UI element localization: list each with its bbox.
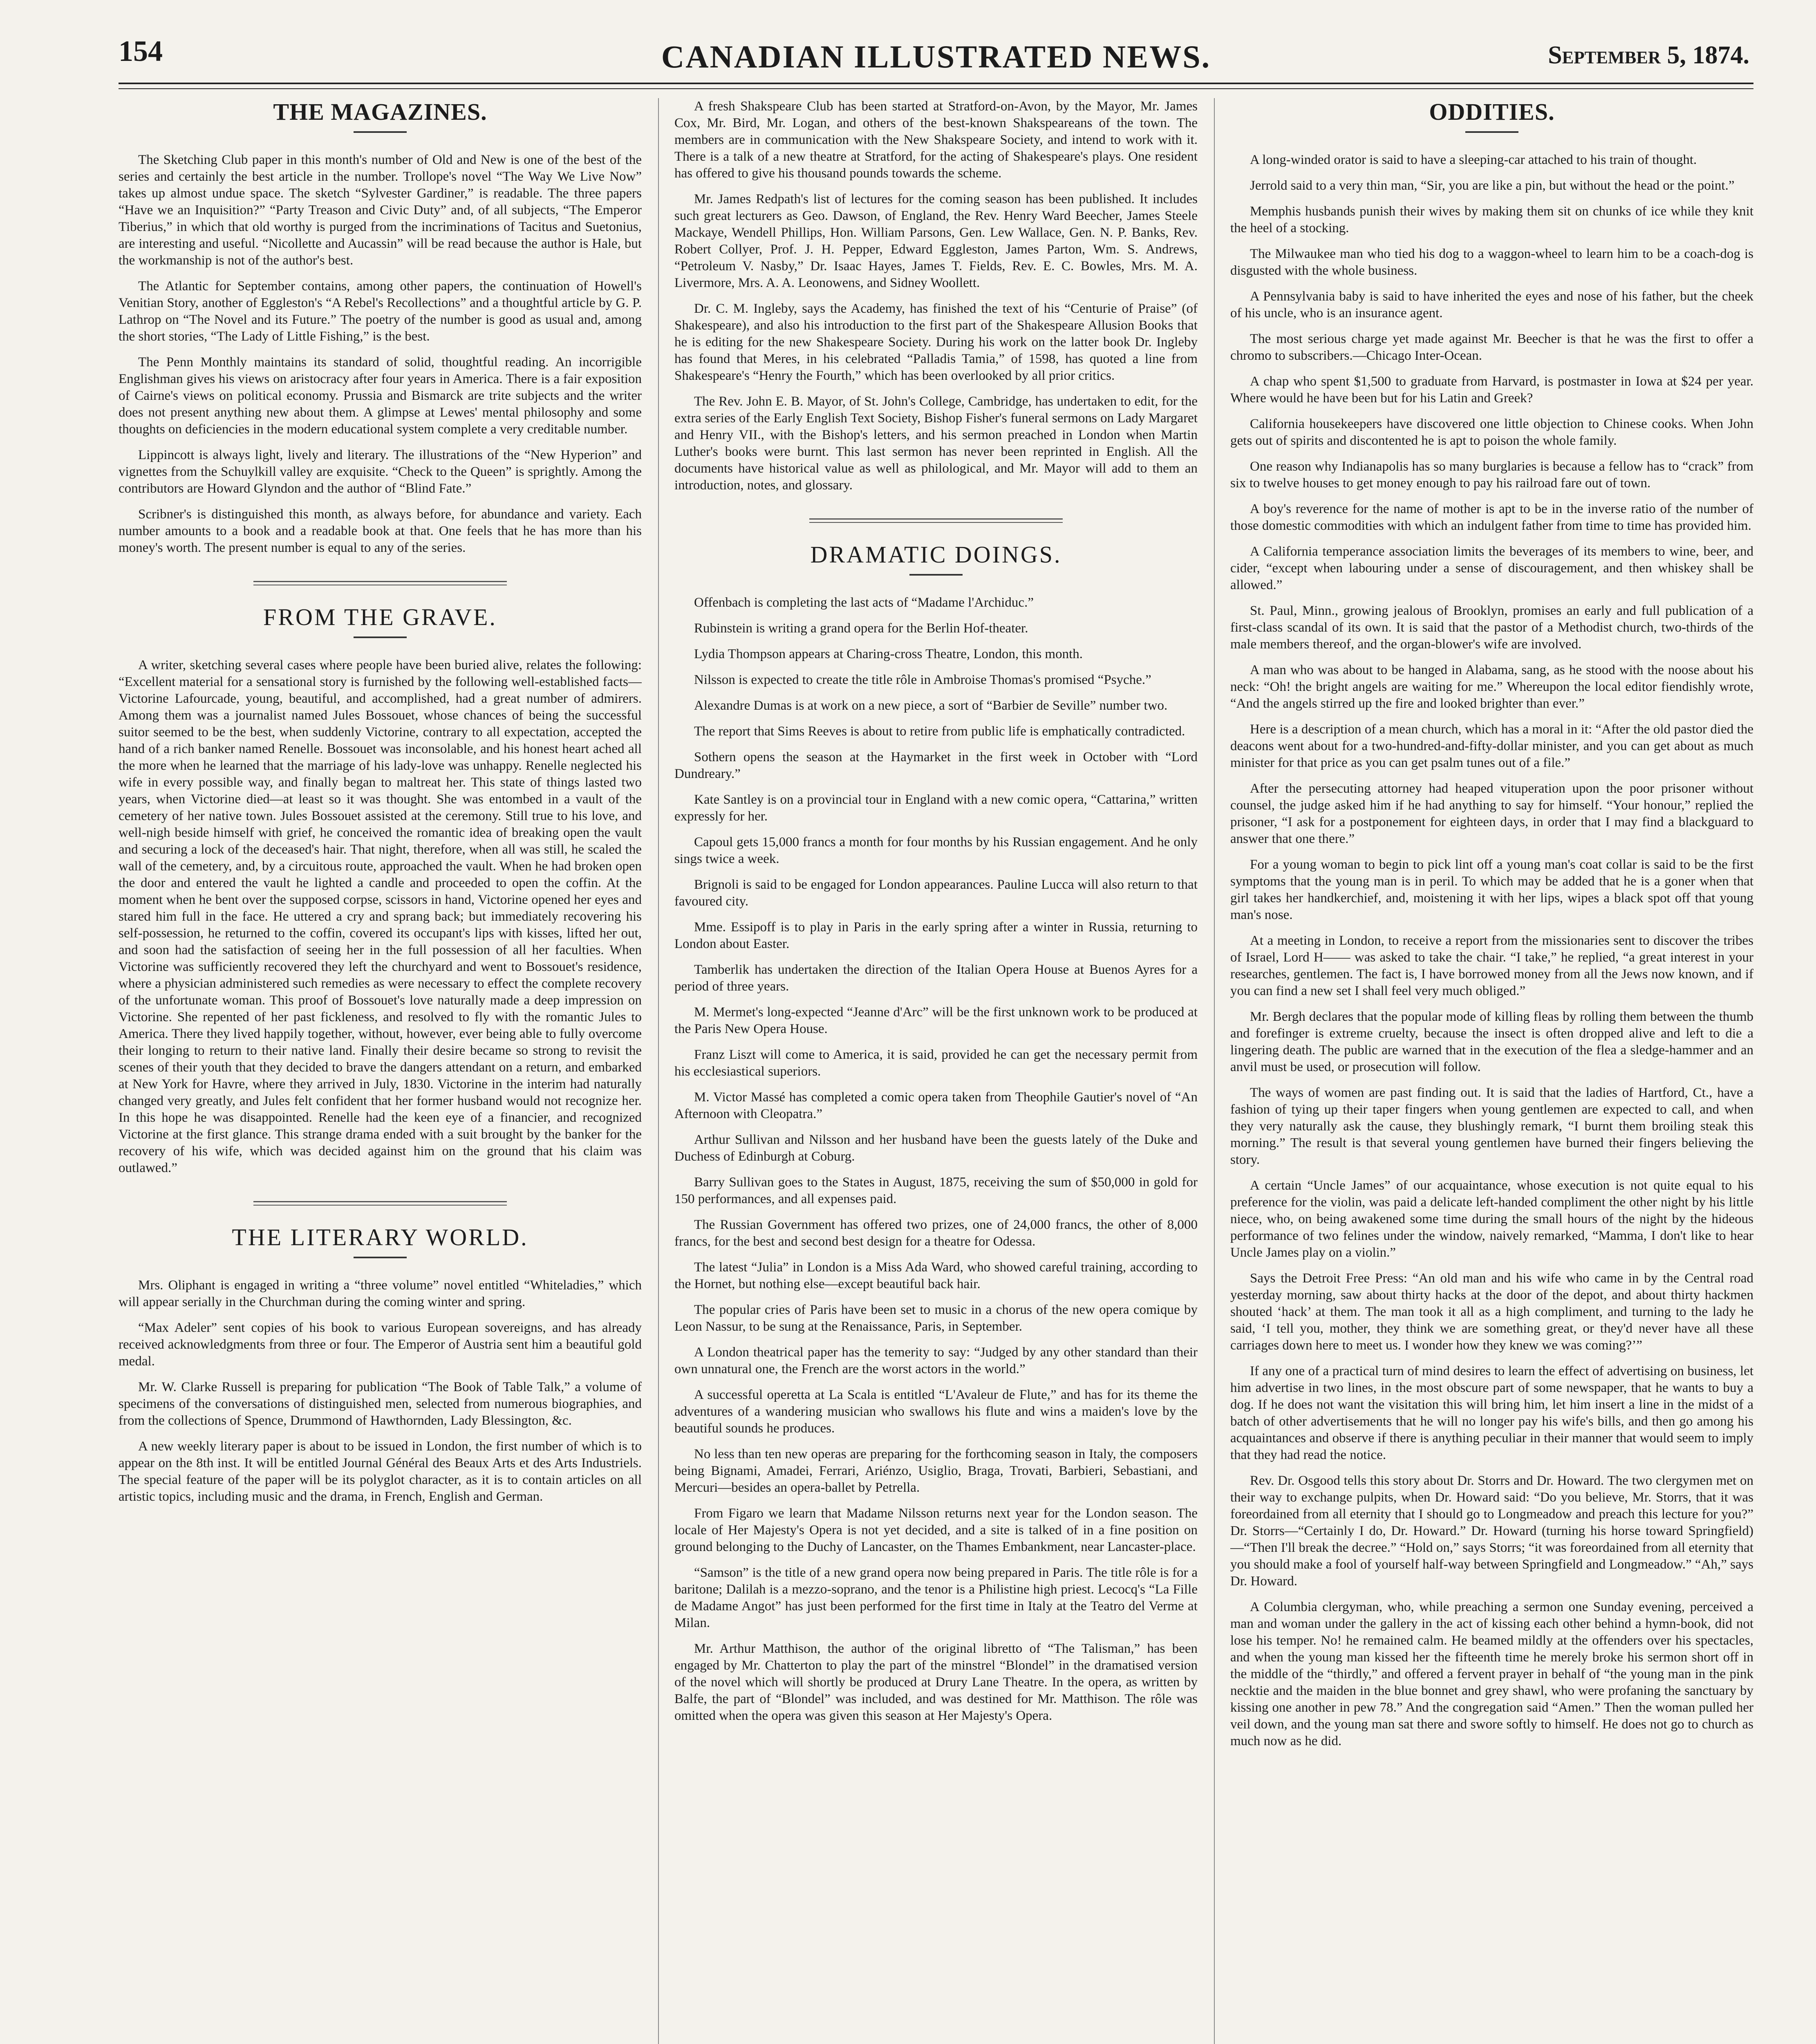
- paragraph: “Max Adeler” sent copies of his book to various European sovereigns, and has already received acknowledgments from three or four. The Emperor of Austria sent him a beautiful gold medal.: [119, 1320, 642, 1369]
- paragraph: Franz Liszt will come to America, it is said, provided he can get the necessary permit from his ecclesiastical superiors.: [674, 1047, 1198, 1079]
- section-magazines: [119, 98, 642, 556]
- article-body: [674, 594, 1198, 1724]
- paragraph: Says the Detroit Free Press: “An old man and his wife who came in by the Central road yesterday morning, saw about thirty hacks at the door of the depot, and about thirty hackmen shouted ‘hack’ at them. The man took it all as a high compliment, and turning to the lady he said, ‘I tell you, mother, they think we are something great, or they'd never have all these carriages down here to meet us. I wonder how they knew we was coming?’”: [1230, 1271, 1753, 1353]
- paragraph: No less than ten new operas are preparing for the forthcoming season in Italy, the composers being Bignami, Amadei, Ferrari, Ariénzo, Usiglio, Braga, Trovati, Barbieri, Sebastiani, and Mercuri—besides an opera-ballet by Petrella.: [674, 1447, 1198, 1495]
- section-divider: [253, 581, 507, 585]
- heading-rule: [354, 637, 407, 638]
- paragraph: A certain “Uncle James” of our acquaintance, whose execution is not quite equal to his preference for the violin, was paid a delicate left-handed compliment the other night by his little niece, who, on being awakened some time during the small hours of the night by the hideous performance of two felines under the window, naively remarked, “Mamma, I don't like to hear Uncle James play on a violin.”: [1230, 1178, 1753, 1260]
- paragraph: The most serious charge yet made against Mr. Beecher is that he was the first to offer a chromo to subscribers.—Chicago Inter-Ocean.: [1230, 332, 1753, 363]
- article-body: [119, 152, 642, 556]
- paragraph: A new weekly literary paper is about to be issued in London, the first number of which is to appear on the 8th inst. It will be entitled Journal Général des Beaux Arts et des Arts Industriels. The special feature of the paper will be its polyglot character, as it is to contain articles on all artistic topics, including music and the drama, in French, English and German.: [119, 1439, 642, 1504]
- paragraph: Mrs. Oliphant is engaged in writing a “three volume” novel entitled “Whiteladies,” which will appear serially in the Churchman during the coming winter and spring.: [119, 1278, 642, 1309]
- heading-rule: [1465, 131, 1518, 133]
- paragraph: The ways of women are past finding out. It is said that the ladies of Hartford, Ct., have a fashion of tying up their taper fingers when young gentlemen are expected to call, and when they very naturally ask the cause, they blushingly remark, “I burnt them broiling steak this morning.” The result is that several young gentlemen have burned their fingers believing the story.: [1230, 1085, 1753, 1167]
- paragraph: The Sketching Club paper in this month's number of Old and New is one of the best of the series and certainly the best article in the number. Trollope's novel “The Way We Live Now” takes up almost undue space. The sketch “Sylvester Gardiner,” is readable. The three papers “Have we an Inquisition?” “Party Treason and Civic Duty” and, of all subjects, “The Emperor Tiberius,” in which that old worthy is purged from the incriminations of Tacitus and Suetonius, are interesting and useful. “Nicollette and Aucassin” will be read because the author is Hale, but the workmanship is not of the author's best.: [119, 152, 642, 268]
- paragraph: Nilsson is expected to create the title rôle in Ambroise Thomas's promised “Psyche.”: [694, 672, 1151, 687]
- paragraph: Rev. Dr. Osgood tells this story about Dr. Storrs and Dr. Howard. The two clergymen met on their way to exchange pulpits, when Dr. Howard said: “Do you believe, Mr. Storrs, that it was foreordained from all eternity that I should go to Longmeadow and preach this lecture for you?” Dr. Storrs—“Certainly I do, Dr. Howard.” Dr. Howard (turning his horse toward Springfield)—“Then I'll break the decree.” “Hold on,” says Storrs; “it was foreordained from all eternity that you should make a fool of yourself half-way between Springfield and Longmeadow.” “Ah,” says Dr. Howard.: [1230, 1473, 1753, 1589]
- section-heading: FROM THE GRAVE.: [263, 604, 497, 630]
- issue-date: September 5, 1874.: [1548, 41, 1749, 69]
- section-heading: ODDITIES.: [1429, 99, 1555, 125]
- section-heading: THE MAGAZINES.: [273, 99, 487, 125]
- paragraph: A man who was about to be hanged in Alabama, sang, as he stood with the noose about his neck: “Oh! the bright angels are waiting for me.” Whereupon the local editor fiendishly wrote, “And the angels stirred up the fire and looked brighter than ever.”: [1230, 663, 1753, 711]
- paragraph: Tamberlik has undertaken the direction of the Italian Opera House at Buenos Ayres for a period of three years.: [674, 962, 1198, 994]
- paragraph: If any one of a practical turn of mind desires to learn the effect of advertising on business, let him advertise in two lines, in the most obscure part of some newspaper, that he wants to buy a dog. If he does not want the visitation this will bring him, let him insert a line in the midst of a batch of other advertisements that he will no longer pay his wife's bills, and then go among his acquaintances and observe if there is anything peculiar in their manner that would seem to imply that they had read the notice.: [1230, 1364, 1753, 1462]
- paragraph: Barry Sullivan goes to the States in August, 1875, receiving the sum of $50,000 in gold for 150 performances, and all expenses paid.: [674, 1175, 1198, 1206]
- article-body: [674, 98, 1198, 494]
- paragraph: A writer, sketching several cases where people have been buried alive, relates the following: “Excellent material for a sensational story is furnished by the following well-established facts—Victorine Lafourcade, young, beautiful, and accomplished, had a great number of admirers. Among them was a journalist named Jules Bossouet, whose chances of being the successful suitor seemed to be the best, when suddenly Victorine, contrary to all expectation, accepted the hand of a rich banker named Renelle. Bossouet was inconsolable, and his honest heart ached all the more when he learned that the marriage of his lady-love was unhappy. Renelle neglected his wife in every possible way, and finally began to maltreat her. This state of things lasted two years, when Victorine died—at least so it was thought. She was entombed in a vault of the cemetery of her native town. Jules Bossouet assisted at the ceremony. Still true to his love, and well-nigh beside himself with grief, he conceived the romantic idea of breaking open the vault and securing a lock of the deceased's hair. That night, therefore, when all was still, he scaled the wall of the cemetery, and, by a circuitous route, approached the vault. When he had broken open the door and entered the vault he lighted a candle and proceeded to open the coffin. At the moment when he bent over the supposed corpse, scissors in hand, Victorine opened her eyes and stared him full in the face. He uttered a cry and sprang back; but immediately recovering his self-possession, he returned to the coffin, covered its occupant's lips with kisses, lifted her out, and soon had the satisfaction of seeing her in the full possession of all her faculties. When Victorine was sufficiently recovered they left the churchyard and went to Bossouet's residence, where a physician administered such remedies as were necessary to effect the complete recovery of the unfortunate woman. This proof of Bossouet's love naturally made a deep impression on Victorine. She repented of her past fickleness, and resolved to fly with the romantic Jules to America. There they lived happily together, without, however, ever being able to fully overcome their longing to return to their native land. Finally their desire became so strong to revisit the scenes of their youth that they decided to brave the dangers attendant on a return, and embarked at New York for Havre, where they arrived in July, 1830. Victorine in the interim had naturally changed very greatly, and Jules felt confident that her former husband would not recognize her. In this hope he was disappointed. Renelle had the keen eye of a financier, and recognized Victorine at the first glance. This strange drama ended with a suit brought by the banker for the recovery of his wife, which was decided against him on the ground that his claim was outlawed.”: [119, 658, 642, 1175]
- column-area: [119, 98, 1753, 2044]
- paragraph: The Milwaukee man who tied his dog to a waggon-wheel to learn him to be a coach-dog is disgusted with the whole business.: [1230, 247, 1753, 278]
- paragraph: Jerrold said to a very thin man, “Sir, you are like a pin, but without the head or the point.”: [1250, 178, 1735, 193]
- section-heading: THE LITERARY WORLD.: [232, 1224, 528, 1251]
- paragraph: Offenbach is completing the last acts of “Madame l'Archiduc.”: [694, 595, 1034, 610]
- newspaper-title: CANADIAN ILLUSTRATED NEWS.: [661, 39, 1211, 74]
- paragraph: Here is a description of a mean church, which has a moral in it: “After the old pastor died the deacons went about for a two-hundred-and-fifty-dollar minister, and you can get about as much minister for that price as you can get psalm tunes out of a file.”: [1230, 722, 1753, 770]
- section-from-the-grave: [119, 603, 642, 1177]
- paragraph: Rubinstein is writing a grand opera for the Berlin Hof-theater.: [694, 621, 1028, 636]
- section-dramatic-doings: [674, 541, 1198, 1724]
- section-shakespeare-notes: [674, 98, 1198, 494]
- column-divider: [658, 98, 659, 2044]
- paragraph: A boy's reverence for the name of mother is apt to be in the inverse ratio of the number of those domestic commodities with which an indulgent father from time to time has provided him.: [1230, 502, 1753, 533]
- paragraph: California housekeepers have discovered one little objection to Chinese cooks. When John gets out of spirits and discontented he is apt to poison the whole family.: [1230, 417, 1753, 448]
- paragraph: “Samson” is the title of a new grand opera now being prepared in Paris. The title rôle is for a baritone; Dalilah is a mezzo-soprano, and the tenor is a Philistine high priest. Lecocq's “La Fille de Madame Angot” has just been performed for the first time in Italy at the Teatro del Verme at Milan.: [674, 1565, 1198, 1630]
- paragraph: Alexandre Dumas is at work on a new piece, a sort of “Barbier de Seville” number two.: [694, 698, 1168, 713]
- paragraph: The latest “Julia” in London is a Miss Ada Ward, who showed careful training, according to the Hornet, but nothing else—except beautiful back hair.: [674, 1260, 1198, 1291]
- paragraph: From Figaro we learn that Madame Nilsson returns next year for the London season. The locale of Her Majesty's Opera is not yet decided, and a site is talked of in a fine position on ground belonging to the Duchy of Lancaster, on the Thames Embankment, near Lancaster-place.: [674, 1506, 1198, 1554]
- paragraph: Mr. James Redpath's list of lectures for the coming season has been published. It includes such great lecturers as Geo. Dawson, of England, the Rev. Henry Ward Beecher, James Steele Mackaye, Wendell Phillips, Hon. William Parsons, Gen. Lew Wallace, Gen. N. P. Banks, Rev. Robert Collyer, Prof. J. H. Pepper, Edward Eggleston, James Parton, Wm. S. Andrews, “Petroleum V. Nasby,” Dr. Isaac Hayes, James T. Fields, Rev. E. C. Bowles, Mrs. M. A. Livermore, Mrs. A. A. Leonowens, and Sidney Woollett.: [674, 192, 1198, 290]
- paragraph: The popular cries of Paris have been set to music in a chorus of the new opera comique by Leon Nassur, to be sung at the Renaissance, Paris, in September.: [674, 1302, 1198, 1334]
- paragraph: Scribner's is distinguished this month, as always before, for abundance and variety. Each number amounts to a book and a readable book at that. One feels that he has more than his money's worth. The present number is equal to any of the series.: [119, 507, 642, 555]
- article-body: [1230, 152, 1753, 1750]
- paragraph: Mr. Arthur Matthison, the author of the original libretto of “The Talisman,” has been engaged by Mr. Chatterton to play the part of the minstrel “Blondel” in the dramatised version of the novel which will shortly be produced at Drury Lane Theatre. In the opera, as written by Balfe, the part of “Blondel” was included, and was destined for Mr. Matthison. The rôle was omitted when the opera was given this season at Her Majesty's Opera.: [674, 1641, 1198, 1723]
- paragraph: A long-winded orator is said to have a sleeping-car attached to his train of thought.: [1250, 152, 1697, 167]
- paragraph: Capoul gets 15,000 francs a month for four months by his Russian engagement. And he only sings twice a week.: [674, 835, 1198, 866]
- paragraph: Dr. C. M. Ingleby, says the Academy, has finished the text of his “Centurie of Praise” (of Shakespeare), and also his introduction to the first part of the Shakespeare Allusion Books that he is editing for the new Shakespeare Society. During his work on the latter book Dr. Ingleby has found that Meres, in his celebrated “Palladis Tamia,” of 1598, has quoted a line from Shakespeare's “Henry the Fourth,” which has been overlooked by all prior critics.: [674, 301, 1198, 383]
- paragraph: The report that Sims Reeves is about to retire from public life is emphatically contradicted.: [694, 724, 1185, 739]
- paragraph: M. Victor Massé has completed a comic opera taken from Theophile Gautier's novel of “An Afternoon with Cleopatra.”: [674, 1090, 1198, 1121]
- paragraph: A chap who spent $1,500 to graduate from Harvard, is postmaster in Iowa at $24 per year. Where would he have been but for his Latin and Greek?: [1230, 374, 1753, 406]
- paragraph: A successful operetta at La Scala is entitled “L'Avaleur de Flute,” and has for its theme the adventures of a wandering musician who swallows his flute and wins a maiden's love by the beautiful sounds he produces.: [674, 1387, 1198, 1436]
- paragraph: A Columbia clergyman, who, while preaching a sermon one Sunday evening, perceived a man and woman under the gallery in the act of kissing each other behind a hymn-book, did not lose his temper. No! he remained calm. He beamed mildly at the offenders over his spectacles, and when the young man kissed her the fifteenth time he merely broke his sermon short off in the middle of the “thirdly,” and offered a fervent prayer in behalf of “the young man in the pink necktie and the maiden in the blue bonnet and grey shawl, who were profaning the sanctuary by kissing one another in pew 78.” And the congregation said “Amen.” Then the woman pulled her veil down, and the young man sat there and swore softly to himself. He does not go to church as much now as he did.: [1230, 1600, 1753, 1748]
- column-divider: [1214, 98, 1215, 2044]
- paragraph: The Rev. John E. B. Mayor, of St. John's College, Cambridge, has undertaken to edit, for the extra series of the Early English Text Society, Bishop Fisher's funeral sermons on Lady Margaret and Henry VII., with the Bishop's letters, and his sermon preached in London when Martin Luther's books were burnt. This last sermon has never been reprinted in English. All the documents have historical value as well as philological, and Mr. Mayor will add to them an introduction, notes, and glossary.: [674, 394, 1198, 493]
- paragraph: For a young woman to begin to pick lint off a young man's coat collar is said to be the first symptoms that the young man is in peril. To which may be added that he is a goner when that girl takes her handkerchief, and, moistening it with her lips, wipes a black spot off that young man's nose.: [1230, 857, 1753, 922]
- paragraph: A Pennsylvania baby is said to have inherited the eyes and nose of his father, but the cheek of his uncle, who is an insurance agent.: [1230, 289, 1753, 320]
- paragraph: The Russian Government has offered two prizes, one of 24,000 francs, the other of 8,000 francs, for the best and second best design for a theatre for Odessa.: [674, 1217, 1198, 1249]
- paragraph: One reason why Indianapolis has so many burglaries is because a fellow has to “crack” from six to twelve houses to get money enough to pay his railroad fare out of town.: [1230, 459, 1753, 491]
- article-body: [119, 657, 642, 1177]
- paragraph: Sothern opens the season at the Haymarket in the first week in October with “Lord Dundreary.”: [674, 750, 1198, 781]
- paragraph: A California temperance association limits the beverages of its members to wine, beer, and cider, “except when labouring under a sense of discouragement, and then whiskey shall be allowed.”: [1230, 544, 1753, 592]
- paragraph: Mr. W. Clarke Russell is preparing for publication “The Book of Table Talk,” a volume of specimens of the conversations of distinguished men, selected from numerous biographies, and from the collections of Spence, Drummond of Hawthornden, Lady Blessington, &c.: [119, 1380, 642, 1428]
- paragraph: The Atlantic for September contains, among other papers, the continuation of Howell's Venitian Story, another of Eggleston's “A Rebel's Recollections” and a thoughtful article by G. P. Lathrop on “The Novel and its Future.” The poetry of the number is good as usual and, among the short stories, “The Lady of Little Fishing,” is the best.: [119, 279, 642, 344]
- heading-rule: [909, 574, 963, 576]
- column-middle: [674, 98, 1198, 2044]
- section-heading: DRAMATIC DOINGS.: [810, 541, 1062, 568]
- column-right: [1230, 98, 1753, 2044]
- paragraph: M. Mermet's long-expected “Jeanne d'Arc” will be the first unknown work to be produced at the Paris New Opera House.: [674, 1005, 1198, 1036]
- paragraph: A London theatrical paper has the temerity to say: “Judged by any other standard than their own unnatural one, the French are the worst actors in the world.”: [674, 1345, 1198, 1376]
- paragraph: Mr. Bergh declares that the popular mode of killing fleas by rolling them between the thumb and forefinger is extreme cruelty, because the insect is often dropped alive and left to die a lingering death. The public are warned that in the execution of the flea a sledge-hammer and an anvil must be used, or prosecution will follow.: [1230, 1009, 1753, 1074]
- paragraph: Arthur Sullivan and Nilsson and her husband have been the guests lately of the Duke and Duchess of Edinburgh at Coburg.: [674, 1132, 1198, 1164]
- paragraph: Lippincott is always light, lively and literary. The illustrations of the “New Hyperion” and vignettes from the Schuylkill valley are exquisite. “Check to the Queen” is sprightly. Among the contributors are Howard Glyndon and the author of “Blind Fate.”: [119, 448, 642, 496]
- paragraph: St. Paul, Minn., growing jealous of Brooklyn, promises an early and full publication of a first-class scandal of its own. It is said that the pastor of a Methodist church, two-thirds of the male members thereof, and the organ-blower's wife are involved.: [1230, 603, 1753, 652]
- article-body: [119, 1277, 642, 1505]
- heading-rule: [354, 131, 407, 133]
- paragraph: A fresh Shakspeare Club has been started at Stratford-on-Avon, by the Mayor, Mr. James Cox, Mr. Bird, Mr. Logan, and others of the best-known Shakspeareans of the town. The members are in communication with the New Shakspeare Society, and intend to work with it. There is a talk of a new theatre at Stratford, for the acting of Shakespeare's plays. One resident has offered to give his thousand pounds towards the scheme.: [674, 99, 1198, 181]
- paragraph: Lydia Thompson appears at Charing-cross Theatre, London, this month.: [694, 647, 1083, 661]
- paragraph: The Penn Monthly maintains its standard of solid, thoughtful reading. An incorrigible Englishman gives his views on aristocracy after four years in America. There is a fair exposition of Cairne's views on political economy. Prussia and Bismarck are trite subjects and the writer does not present anything new about them. A glimpse at Lewes' mental philosophy and some thoughts on deficiencies in the modern educational system complete a very creditable number.: [119, 355, 642, 437]
- paragraph: At a meeting in London, to receive a report from the missionaries sent to discover the tribes of Israel, Lord H—— was asked to take the chair. “I take,” he replied, “a great interest in your researches, gentlemen. The fact is, I have borrowed money from all the Jews now known, and if you can find a new set I shall feel very much obliged.”: [1230, 933, 1753, 998]
- paragraph: After the persecuting attorney had heaped vituperation upon the poor prisoner without counsel, the judge asked him if he had anything to say for himself. “Your honour,” replied the prisoner, “I ask for a postponement for eighteen days, in order that I may find a blackguard to answer that one there.”: [1230, 781, 1753, 846]
- section-divider: [809, 518, 1063, 523]
- paragraph: Mme. Essipoff is to play in Paris in the early spring after a winter in Russia, returning to London about Easter.: [674, 920, 1198, 951]
- section-oddities: [1230, 98, 1753, 1750]
- section-divider: [253, 1201, 507, 1206]
- masthead: [119, 29, 1753, 78]
- masthead-rule: [119, 83, 1753, 89]
- paragraph: Brignoli is said to be engaged for London appearances. Pauline Lucca will also return to that favoured city.: [674, 877, 1198, 909]
- newspaper-page: [119, 29, 1753, 2044]
- column-left: [119, 98, 642, 2044]
- paragraph: Kate Santley is on a provincial tour in England with a new comic opera, “Cattarina,” written expressly for her.: [674, 792, 1198, 824]
- page-number: 154: [119, 35, 163, 67]
- paragraph: Memphis husbands punish their wives by making them sit on chunks of ice while they knit the heel of a stocking.: [1230, 204, 1753, 235]
- section-literary-world: [119, 1224, 642, 1505]
- heading-rule: [354, 1257, 407, 1258]
